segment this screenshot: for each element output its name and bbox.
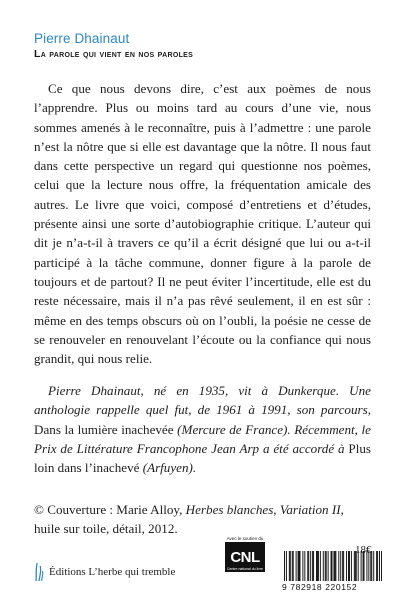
barcode-bar bbox=[307, 551, 308, 581]
barcode-bar bbox=[338, 551, 339, 581]
bio-sentence-1: Pierre Dhainaut, né en 1935, vit à Dunkerque. Une anthologie rappelle quel fut, de 1961 à 1991, son parcours, bbox=[34, 383, 371, 418]
grass-logo-icon bbox=[34, 562, 44, 582]
barcode-bars bbox=[282, 551, 384, 581]
barcode-bar bbox=[358, 551, 359, 581]
barcode-bar bbox=[284, 551, 285, 581]
cnl-logo bbox=[225, 542, 265, 572]
barcode-bar bbox=[300, 551, 301, 581]
barcode-bar bbox=[317, 551, 318, 581]
barcode-bar bbox=[354, 551, 355, 581]
barcode-bar bbox=[381, 551, 382, 581]
barcode-bar bbox=[332, 551, 333, 581]
barcode-bar bbox=[299, 551, 300, 581]
cover-credit bbox=[34, 500, 371, 539]
credit-work-1: Herbes blanches bbox=[185, 502, 274, 517]
bio-book-title-1: Dans la lumière inachevée bbox=[34, 421, 178, 437]
bio-publisher: (Arfuyen). bbox=[142, 460, 197, 476]
credit-prefix: © Couverture : Marie Alloy, bbox=[34, 502, 186, 517]
barcode-bar bbox=[370, 551, 371, 581]
credit-separator: , bbox=[273, 502, 280, 517]
author-bio-paragraph bbox=[34, 381, 371, 477]
barcode-bar bbox=[290, 551, 291, 581]
barcode-bar bbox=[340, 551, 341, 581]
book-title: La parole qui vient en nos paroles bbox=[34, 48, 194, 60]
barcode-bar bbox=[298, 551, 299, 581]
author-bio bbox=[34, 381, 371, 477]
barcode-bar bbox=[302, 551, 303, 581]
barcode-bar bbox=[342, 551, 343, 581]
barcode-bar bbox=[348, 551, 349, 581]
barcode-bar bbox=[333, 551, 334, 581]
barcode-bar bbox=[349, 551, 350, 581]
barcode-bar bbox=[377, 551, 378, 581]
barcode-bar bbox=[376, 551, 377, 581]
barcode-bar bbox=[343, 551, 344, 581]
isbn-digits: 9 782918 220152 bbox=[282, 582, 358, 592]
barcode-bar bbox=[373, 551, 374, 581]
barcode-bar bbox=[308, 551, 309, 581]
barcode-bar bbox=[326, 551, 327, 581]
cnl-support bbox=[223, 536, 267, 588]
barcode-bar bbox=[334, 551, 335, 581]
barcode-bar bbox=[325, 551, 326, 581]
barcode-bar bbox=[364, 551, 365, 581]
barcode-bar bbox=[328, 551, 329, 581]
blurb bbox=[34, 79, 371, 368]
cnl-logo-subtitle: Centre national du livre bbox=[227, 567, 263, 571]
cnl-caption: Avec le soutien du bbox=[226, 536, 264, 541]
barcode-bar bbox=[312, 551, 313, 581]
blurb-paragraph: Ce que nous devons dire, c’est aux poèmes de nous l’apprendre. Plus ou moins tard au cours d’une vie, nous sommes amenés à le reconnaître, puis à l’admettre : une parole n’est la nôtre que si elle est davantage que la nôtre. Il nous faut dans cette perspective un regard qui questionne nos poèmes, celui que la lecture nous offre, la fréquentation amicale des autres. Le livre que voici, composé d’entretiens et d’études, présente ainsi une sorte d’autobiographie critique. L’auteur qui dit je n’a-t-il à travers ce qu’il a écrit désigné que lui ou a-t-il participé à la tâche commune, donner figure à la parole de toujours et de partout? Il ne peut éviter l’incertitude, elle est du reste nécessaire, mais il n’a pas rêvé seulement, il en est sûr : même en des temps obscurs où on l’oubli, la poésie ne cesse de se renouveler en renouvelant l’écoute ou la confiance qui nous grandit, qui nous relie. bbox=[34, 81, 371, 367]
barcode-bar bbox=[356, 551, 357, 581]
barcode-bar bbox=[289, 551, 290, 581]
barcode-bar bbox=[318, 551, 319, 581]
barcode-bar bbox=[292, 551, 293, 581]
barcode-bar bbox=[363, 551, 364, 581]
barcode-bar bbox=[296, 551, 297, 581]
barcode-bar bbox=[351, 551, 352, 581]
barcode-bar bbox=[371, 551, 372, 581]
author-name: Pierre Dhainaut bbox=[34, 31, 130, 46]
publisher bbox=[34, 562, 175, 582]
barcode-bar bbox=[361, 551, 362, 581]
publisher-name: Éditions L’herbe qui tremble bbox=[49, 566, 176, 578]
barcode-bar bbox=[346, 551, 347, 581]
credit-work-2: Variation II bbox=[279, 502, 341, 517]
barcode-bar bbox=[320, 551, 321, 581]
barcode-bar bbox=[313, 551, 314, 581]
barcode-bar bbox=[379, 551, 380, 581]
barcode-bar bbox=[355, 551, 356, 581]
cnl-logo-text: CNL bbox=[230, 548, 260, 566]
barcode-bar bbox=[310, 551, 311, 581]
bio-sentence-2: (Mercure de France). Récemment, le Prix de Littérature Francophone Jean Arp a été accordé à bbox=[34, 421, 371, 456]
barcode bbox=[282, 551, 384, 593]
barcode-bar bbox=[323, 551, 324, 581]
bio-book-title-2: Plus loin dans l’inachevé bbox=[34, 440, 371, 476]
barcode-bar bbox=[293, 551, 294, 581]
barcode-bar bbox=[286, 551, 287, 581]
barcode-bar bbox=[368, 551, 369, 581]
barcode-bar bbox=[304, 551, 305, 581]
barcode-bar bbox=[331, 551, 332, 581]
barcode-bar bbox=[366, 551, 367, 581]
barcode-bar bbox=[335, 551, 336, 581]
price: 18€ bbox=[355, 544, 372, 556]
credit-suffix: , huile sur toile, détail, 2012. bbox=[34, 502, 344, 537]
barcode-bar bbox=[316, 551, 317, 581]
